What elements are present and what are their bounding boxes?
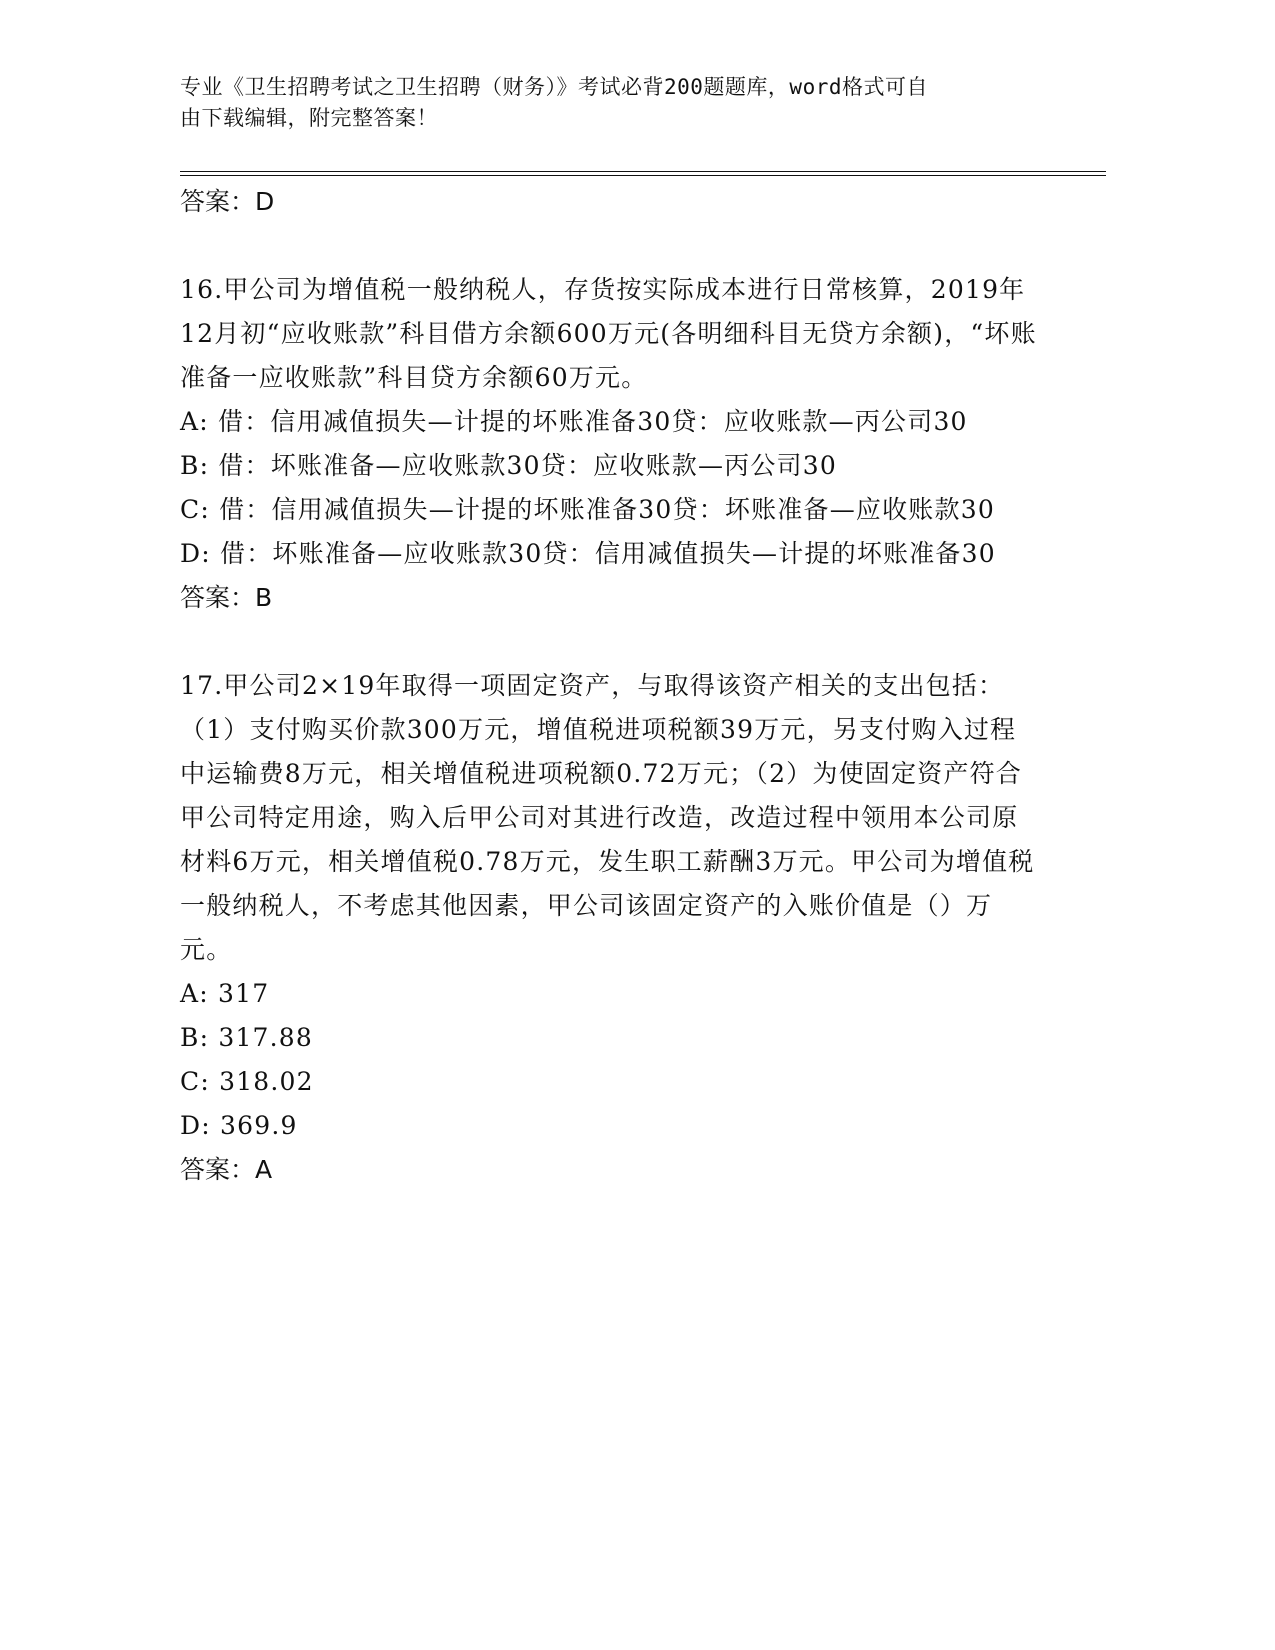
question-block-16: [180, 268, 1040, 620]
answer: 答案：B: [180, 583, 273, 612]
option-c: C: 借：信用减值损失—计提的坏账准备30贷：坏账准备—应收账款30: [180, 495, 995, 524]
document-header: [180, 72, 1040, 134]
header-rule-bottom: [180, 175, 1106, 176]
option-a: A: 借：信用减值损失—计提的坏账准备30贷：应收账款—丙公司30: [180, 407, 968, 436]
option-d: D: 369.9: [180, 1111, 298, 1140]
header-line-2: 由下载编辑，附完整答案！: [180, 106, 438, 130]
option-c: C: 318.02: [180, 1067, 314, 1096]
option-b: B: 借：坏账准备—应收账款30贷：应收账款—丙公司30: [180, 451, 837, 480]
question-block-17: [180, 664, 1040, 1192]
answer: 答案：A: [180, 1155, 273, 1184]
header-line-1: 专业《卫生招聘考试之卫生招聘（财务）》考试必背200题题库，word格式可自: [180, 75, 928, 99]
option-b: B: 317.88: [180, 1023, 314, 1052]
option-a: A: 317: [180, 979, 270, 1008]
prev-answer: 答案：D: [180, 187, 275, 216]
question-text: 17.甲公司2×19年取得一项固定资产，与取得该资产相关的支出包括：（1）支付购买价款300万元，增值税进项税额39万元，另支付购入过程中运输费8万元，相关增值税进项税额0.72万元；（2）为使固定资产符合甲公司特定用途，购入后甲公司对其进行改造，改造过程中领用本公司原材料6万元，相关增值税0.78万元，发生职工薪酬3万元。甲公司为增值税一般纳税人，不考虑其他因素，甲公司该固定资产的入账价值是（）万元。: [180, 671, 1035, 964]
document-body: [180, 180, 1040, 1192]
header-rule-top: [180, 171, 1106, 172]
option-d: D: 借：坏账准备—应收账款30贷：信用减值损失—计提的坏账准备30: [180, 539, 996, 568]
spacer: [180, 224, 1040, 268]
question-text: 16.甲公司为增值税一般纳税人，存货按实际成本进行日常核算，2019年12月初“应收账款”科目借方余额600万元(各明细科目无贷方余额)，“坏账准备一应收账款”科目贷方余额60万元。: [180, 275, 1037, 392]
spacer: [180, 620, 1040, 664]
